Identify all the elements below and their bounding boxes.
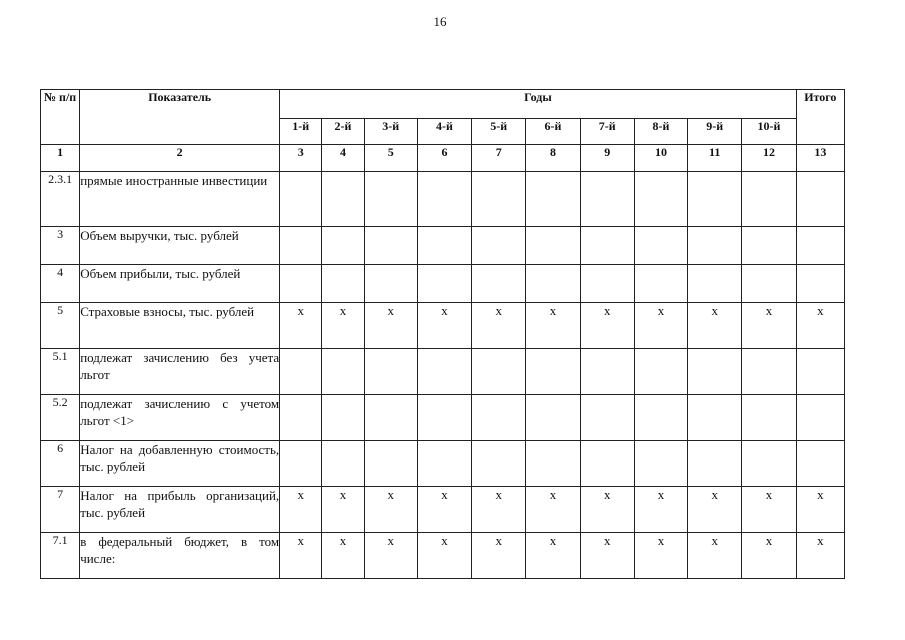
row-cell	[688, 265, 742, 303]
row-index: 5	[41, 303, 80, 349]
row-cell	[417, 349, 471, 395]
row-cell	[322, 441, 364, 487]
row-cell	[580, 349, 634, 395]
row-cell	[280, 441, 322, 487]
row-cell: х	[688, 303, 742, 349]
header-total: Итого	[796, 90, 844, 145]
column-number: 4	[322, 145, 364, 172]
row-cell	[280, 395, 322, 441]
header-year: 4-й	[417, 119, 471, 145]
header-year: 7-й	[580, 119, 634, 145]
row-cell	[526, 227, 580, 265]
row-cell: х	[580, 303, 634, 349]
row-cell	[688, 227, 742, 265]
row-cell	[742, 227, 796, 265]
row-cell	[742, 265, 796, 303]
column-number: 2	[80, 145, 280, 172]
row-cell: х	[688, 487, 742, 533]
row-cell	[742, 395, 796, 441]
row-cell: х	[580, 487, 634, 533]
row-cell	[280, 172, 322, 227]
page-number: 16	[433, 14, 447, 29]
row-cell: х	[364, 303, 417, 349]
row-cell: х	[280, 487, 322, 533]
row-cell: х	[796, 487, 844, 533]
row-cell: х	[280, 303, 322, 349]
row-index: 3	[41, 227, 80, 265]
row-cell: х	[742, 303, 796, 349]
column-number: 9	[580, 145, 634, 172]
column-number: 3	[280, 145, 322, 172]
row-label: Объем прибыли, тыс. рублей	[80, 265, 280, 303]
row-cell: х	[322, 487, 364, 533]
header-year: 10-й	[742, 119, 796, 145]
row-label: подлежат зачислению без учета льгот	[80, 349, 280, 395]
row-cell: х	[417, 303, 471, 349]
row-cell	[417, 265, 471, 303]
row-cell	[688, 172, 742, 227]
table-row	[41, 487, 845, 533]
row-cell	[796, 349, 844, 395]
row-index: 5.2	[41, 395, 80, 441]
header-year: 6-й	[526, 119, 580, 145]
table-row	[41, 533, 845, 579]
row-cell: х	[417, 533, 471, 579]
header-years: Годы	[280, 90, 797, 119]
row-cell	[796, 227, 844, 265]
row-cell: х	[280, 533, 322, 579]
row-cell	[526, 172, 580, 227]
table-row	[41, 349, 845, 395]
row-cell	[688, 349, 742, 395]
row-cell: х	[634, 533, 687, 579]
row-index: 4	[41, 265, 80, 303]
column-number: 11	[688, 145, 742, 172]
row-label: Налог на прибыль организаций, тыс. рублей	[80, 487, 280, 533]
table-row	[41, 172, 845, 227]
row-label: Объем выручки, тыс. рублей	[80, 227, 280, 265]
row-cell	[472, 441, 526, 487]
row-cell	[417, 441, 471, 487]
row-cell	[526, 395, 580, 441]
row-cell: х	[526, 303, 580, 349]
row-cell	[634, 395, 687, 441]
column-number: 5	[364, 145, 417, 172]
table-body	[41, 172, 845, 579]
row-cell	[472, 349, 526, 395]
row-cell	[322, 265, 364, 303]
column-number: 12	[742, 145, 796, 172]
row-cell	[280, 265, 322, 303]
row-cell	[322, 395, 364, 441]
row-cell	[364, 227, 417, 265]
row-cell	[526, 349, 580, 395]
row-label: прямые иностранные инвестиции	[80, 172, 280, 227]
row-cell: х	[364, 487, 417, 533]
header-index: № п/п	[41, 90, 80, 145]
row-index: 2.3.1	[41, 172, 80, 227]
row-cell	[472, 265, 526, 303]
row-cell	[580, 265, 634, 303]
row-cell	[364, 265, 417, 303]
row-cell	[796, 265, 844, 303]
row-cell	[322, 172, 364, 227]
row-cell: х	[742, 487, 796, 533]
row-cell: х	[526, 533, 580, 579]
row-cell: х	[634, 487, 687, 533]
row-cell: х	[417, 487, 471, 533]
row-cell: х	[472, 303, 526, 349]
row-label: в федеральный бюджет, в том числе:	[80, 533, 280, 579]
row-index: 6	[41, 441, 80, 487]
row-cell	[796, 172, 844, 227]
row-cell	[526, 441, 580, 487]
row-cell	[322, 349, 364, 395]
row-cell	[634, 172, 687, 227]
column-numbers-row	[41, 145, 845, 172]
row-cell	[580, 395, 634, 441]
row-cell	[472, 172, 526, 227]
row-cell	[417, 395, 471, 441]
row-cell	[364, 395, 417, 441]
table-row	[41, 395, 845, 441]
row-cell	[417, 172, 471, 227]
row-cell	[280, 227, 322, 265]
header-year: 2-й	[322, 119, 364, 145]
column-number: 1	[41, 145, 80, 172]
table-row	[41, 265, 845, 303]
row-cell	[796, 395, 844, 441]
row-cell: х	[634, 303, 687, 349]
row-cell	[322, 227, 364, 265]
row-cell	[634, 227, 687, 265]
row-label: Страховые взносы, тыс. рублей	[80, 303, 280, 349]
row-cell: х	[742, 533, 796, 579]
column-number: 8	[526, 145, 580, 172]
header-indicator: Показатель	[80, 90, 280, 145]
header-year: 5-й	[472, 119, 526, 145]
column-number: 7	[472, 145, 526, 172]
row-cell	[688, 441, 742, 487]
row-cell	[364, 441, 417, 487]
row-cell	[580, 441, 634, 487]
row-cell: х	[364, 533, 417, 579]
column-number: 6	[417, 145, 471, 172]
row-cell	[742, 349, 796, 395]
row-cell	[688, 395, 742, 441]
header-year: 8-й	[634, 119, 687, 145]
table-row	[41, 227, 845, 265]
row-cell: х	[688, 533, 742, 579]
row-index: 5.1	[41, 349, 80, 395]
row-cell	[280, 349, 322, 395]
row-cell: х	[472, 533, 526, 579]
row-label: Налог на добавленную стоимость, тыс. рублей	[80, 441, 280, 487]
header-year: 1-й	[280, 119, 322, 145]
table-row	[41, 303, 845, 349]
row-cell: х	[796, 533, 844, 579]
row-cell	[742, 172, 796, 227]
row-cell	[742, 441, 796, 487]
row-index: 7	[41, 487, 80, 533]
row-cell	[580, 227, 634, 265]
indicators-table	[40, 89, 845, 579]
header-year: 3-й	[364, 119, 417, 145]
row-cell	[634, 265, 687, 303]
row-cell	[634, 441, 687, 487]
row-cell: х	[796, 303, 844, 349]
row-cell	[364, 172, 417, 227]
row-cell	[472, 395, 526, 441]
column-number: 13	[796, 145, 844, 172]
row-cell	[364, 349, 417, 395]
row-label: подлежат зачислению с учетом льгот <1>	[80, 395, 280, 441]
table-row	[41, 441, 845, 487]
row-cell	[796, 441, 844, 487]
row-cell: х	[580, 533, 634, 579]
row-cell: х	[322, 533, 364, 579]
row-cell: х	[526, 487, 580, 533]
row-cell: х	[472, 487, 526, 533]
row-cell	[634, 349, 687, 395]
column-number: 10	[634, 145, 687, 172]
row-cell	[417, 227, 471, 265]
row-cell	[580, 172, 634, 227]
header-year: 9-й	[688, 119, 742, 145]
row-index: 7.1	[41, 533, 80, 579]
row-cell	[526, 265, 580, 303]
row-cell	[472, 227, 526, 265]
row-cell: х	[322, 303, 364, 349]
